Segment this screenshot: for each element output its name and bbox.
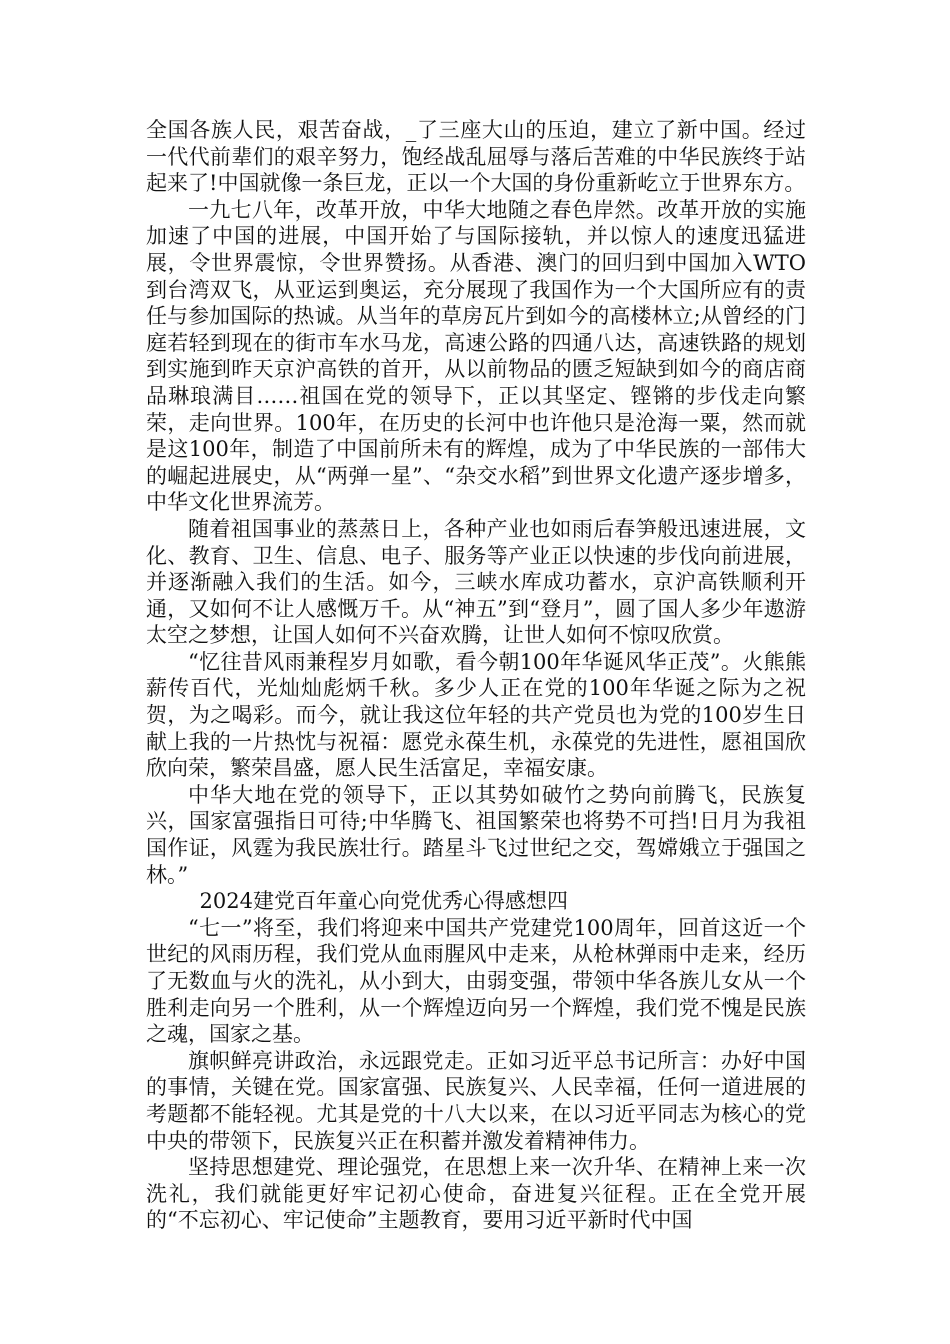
- paragraph: 中华大地在党的领导下，正以其势如破竹之势向前腾飞，民族复兴，国家富强指日可待;中华腾飞、祖国繁荣也将势不可挡!日月为我祖国作证，风霆为我民族壮行。踏星斗飞过世纪之交，驾嫦娥立于强国之林。”: [146, 782, 806, 887]
- paragraph: “忆往昔风雨兼程岁月如歌，看今朝100年华诞风华正茂”。火熊熊薪传百代，光灿灿彪炳千秋。多少人正在党的100年华诞之际为之祝贺，为之喝彩。而今，就让我这位年轻的共产党员也为党的100岁生日献上我的一片热忱与祝福：愿党永葆生机，永葆党的先进性，愿祖国欣欣向荣，繁荣昌盛，愿人民生活富足，幸福安康。: [146, 649, 806, 781]
- paragraph: 坚持思想建党、理论强党，在思想上来一次升华、在精神上来一次洗礼，我们就能更好牢记初心使命，奋进复兴征程。正在全党开展的“不忘初心、牢记使命”主题教育，要用习近平新时代中国: [146, 1155, 806, 1233]
- paragraph: “七一”将至，我们将迎来中国共产党建党100周年，回首这近一个世纪的风雨历程，我们党从血雨腥风中走来，从枪林弹雨中走来，经历了无数血与火的洗礼，从小到大，由弱变强，带领中华各族儿女从一个胜利走向另一个胜利，从一个辉煌迈向另一个辉煌，我们党不愧是民族之魂，国家之基。: [146, 915, 806, 1047]
- paragraph: 全国各族人民，艰苦奋战，_了三座大山的压迫，建立了新中国。经过一代代前辈们的艰辛努力，饱经战乱屈辱与落后苦难的中华民族终于站起来了!中国就像一条巨龙，正以一个大国的身份重新屹立于世界东方。: [146, 118, 806, 196]
- document-page: [146, 117, 806, 1234]
- paragraph: 旗帜鲜亮讲政治，永远跟党走。正如习近平总书记所言：办好中国的事情，关键在党。国家富强、民族复兴、人民幸福，任何一道进展的考题都不能轻视。尤其是党的十八大以来，在以习近平同志为核心的党中央的带领下，民族复兴正在积蓄并激发着精神伟力。: [146, 1048, 806, 1153]
- section-heading: 2024建党百年童心向党优秀心得感想四: [199, 889, 568, 914]
- paragraph: 一九七八年，改革开放，中华大地随之春色岸然。改革开放的实施加速了中国的进展，中国开始了与国际接轨，并以惊人的速度迅猛进展，令世界震惊，令世界赞扬。从香港、澳门的回归到中国加入WTO到台湾双飞，从亚运到奥运，充分展现了我国作为一个大国所应有的责任与参加国际的热诚。从当年的草房瓦片到如今的高楼林立;从曾经的门庭若轻到现在的街市车水马龙，高速公路的四通八达，高速铁路的规划到实施到昨天京沪高铁的首开，从以前物品的匮乏短缺到如今的商店商品琳琅满目……祖国在党的领导下，正以其坚定、铿锵的步伐走向繁荣，走向世界。100年，在历史的长河中也许他只是沧海一粟，然而就是这100年，制造了中国前所未有的辉煌，成为了中华民族的一部伟大的崛起进展史，从“两弹一星”、“杂交水稻”到世界文化遗产逐步增多，中华文化世界流芳。: [146, 197, 806, 515]
- paragraph: 随着祖国事业的蒸蒸日上，各种产业也如雨后春笋般迅速进展，文化、教育、卫生、信息、电子、服务等产业正以快速的步伐向前进展，并逐渐融入我们的生活。如今，三峡水库成功蓄水，京沪高铁顺利开通，又如何不让人感慨万千。从“神五”到“登月”，圆了国人多少年遨游太空之梦想，让国人如何不兴奋欢腾，让世人如何不惊叹欣赏。: [146, 516, 806, 648]
